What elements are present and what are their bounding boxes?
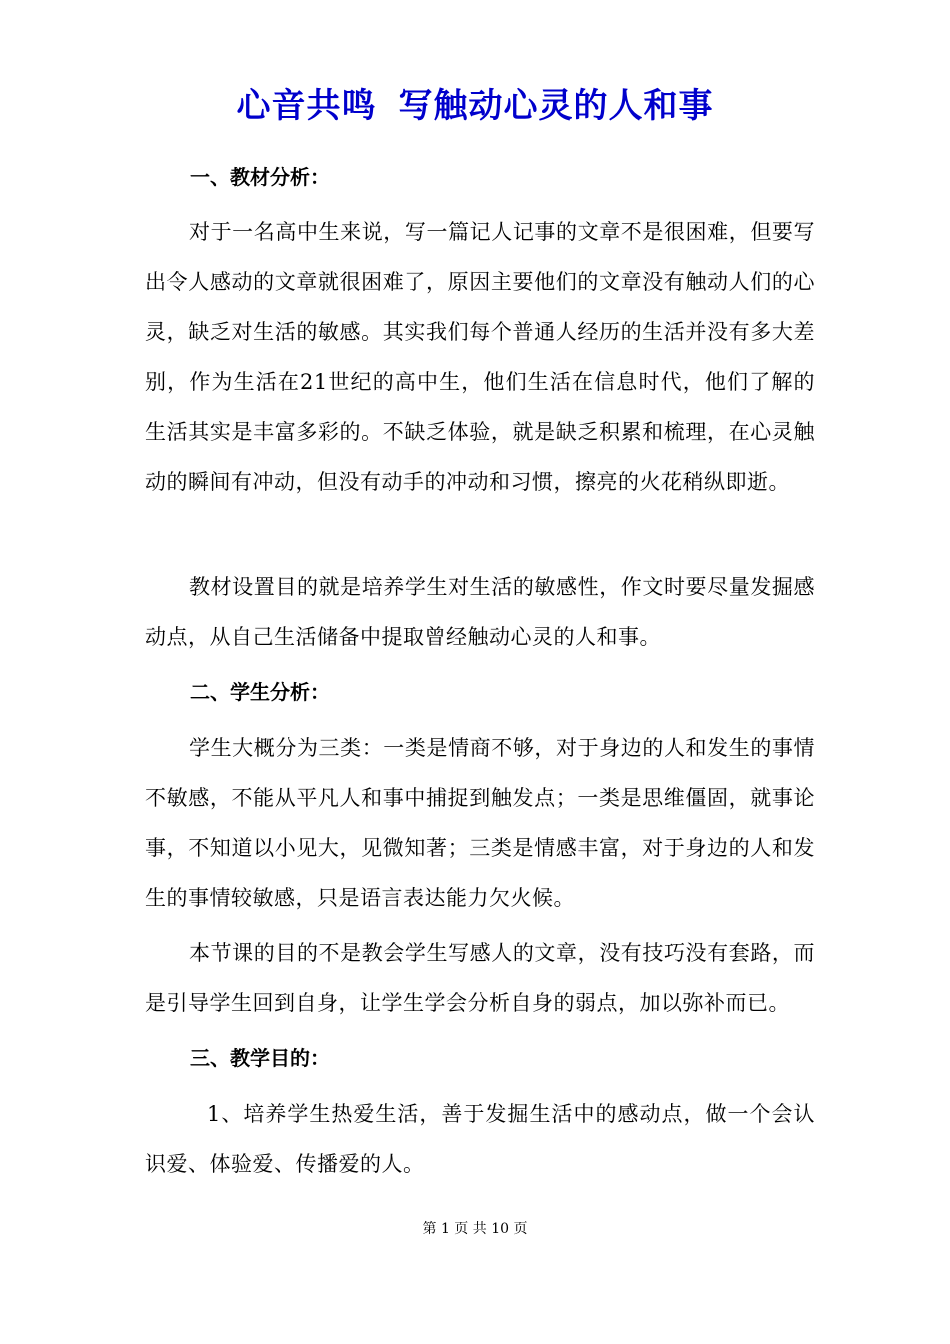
title-part-2: 写触动心灵的人和事: [398, 86, 714, 126]
document-title: [0, 84, 950, 128]
paragraph-teaching-goal-1: 1、培养学生热爱生活，善于发掘生活中的感动点，做一个会认识爱、体验爱、传播爱的人。: [145, 1102, 815, 1176]
section-heading-textbook-analysis: 一、教材分析：: [190, 165, 330, 189]
page-footer: 第 1 页 共 10 页: [422, 1221, 528, 1237]
paragraph-student-analysis-2: 本节课的目的不是教会学生写感人的文章，没有技巧没有套路，而是引导学生回到自身，让学生学会分析自身的弱点，加以弥补而已。: [145, 941, 815, 1015]
section-heading-student-analysis: 二、学生分析：: [190, 680, 330, 704]
paragraph-student-analysis-1: 学生大概分为三类：一类是情商不够，对于身边的人和发生的事情不敏感，不能从平凡人和事中捕捉到触发点；一类是思维僵固，就事论事，不知道以小见大，见微知著；三类是情感丰富，对于身边的人和发生的事情较敏感，只是语言表达能力欠火候。: [145, 736, 815, 910]
title-part-1: 心音共鸣: [236, 86, 377, 126]
paragraph-textbook-analysis-1: 对于一名高中生来说，写一篇记人记事的文章不是很困难，但要写出令人感动的文章就很困难了，原因主要他们的文章没有触动人们的心灵，缺乏对生活的敏感。其实我们每个普通人经历的生活并没有多大差别，作为生活在21世纪的高中生，他们生活在信息时代，他们了解的生活其实是丰富多彩的。不缺乏体验，就是缺乏积累和梳理，在心灵触动的瞬间有冲动，但没有动手的冲动和习惯，擦亮的火花稍纵即逝。: [145, 220, 815, 494]
section-heading-teaching-goals: 三、教学目的：: [190, 1046, 330, 1070]
paragraph-textbook-analysis-2: 教材设置目的就是培养学生对生活的敏感性，作文时要尽量发掘感动点，从自己生活储备中提取曾经触动心灵的人和事。: [145, 575, 815, 649]
